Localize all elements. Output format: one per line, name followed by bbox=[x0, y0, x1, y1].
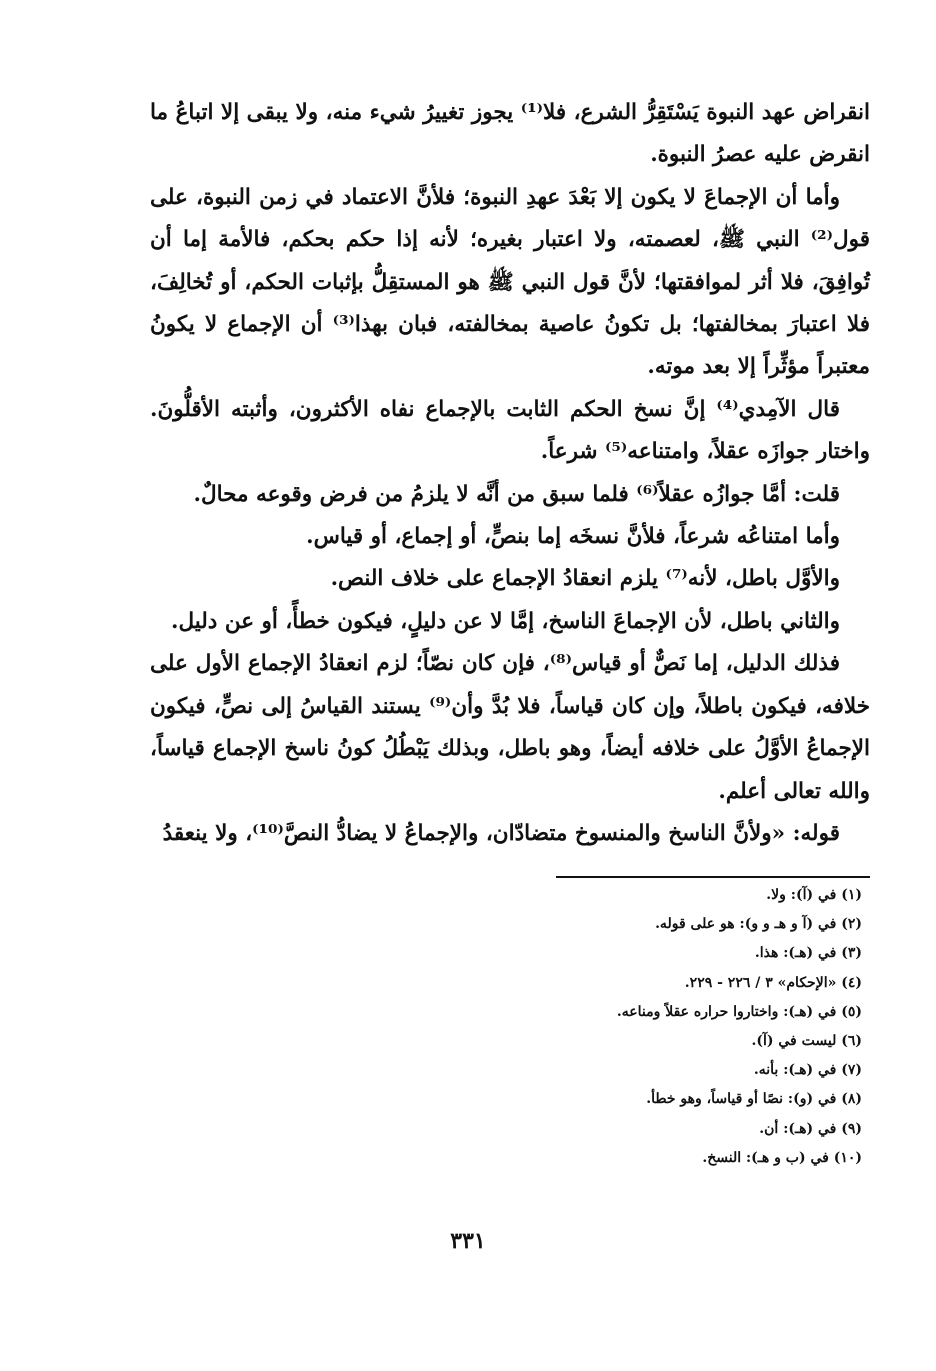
footnote-3: (٣) في (هـ): هذا. bbox=[754, 945, 862, 962]
paragraph-7: والثاني باطل، لأن الإجماعَ الناسخ، إمَّا لا عن دليلٍ، فيكون خطأً، أو عن دليل. bbox=[170, 608, 840, 634]
paragraph-4: قلت: أمَّا جوازُه عقلاً⁽⁶⁾ فلما سبق من أنَّه لا يلزمُ من فرض وقوعه محالٌ. bbox=[193, 481, 840, 507]
paragraph-9: قوله: «ولأنَّ الناسخ والمنسوخ متضادّان، والإجماعُ لا يضادُّ النصَّ⁽¹⁰⁾، ولا ينعقدُ bbox=[162, 820, 840, 846]
paragraph-8: فذلك الدليل، إما نَصٌّ أو قياس⁽⁸⁾، فإن كان نصّاً؛ لزم انعقادُ الإجماع الأول على خلافه، فيكون باطلاً، وإن كان قياساً، فلا بُدَّ وأن⁽⁹⁾ يستند القياسُ إلى نصٍّ، فيكون الإجماعُ الأوَّلُ على خلافه أيضاً، وهو باطل، وبذلك يَبْطُلُ كونُ ناسخ الإجماع قياساً، والله تعالى أعلم. bbox=[150, 651, 870, 804]
footnote-9: (٩) في (هـ): أن. bbox=[759, 1120, 862, 1137]
footnote-8: (٨) في (و): نصًا أو قياساً، وهو خطأ. bbox=[646, 1091, 862, 1108]
paragraph-1: انقراض عهد النبوة يَسْتَقِرُّ الشرع، فلا⁽¹⁾ يجوز تغييرُ شيء منه، ولا يبقى إلا اتباعُ ما انقرض عليه عصرُ النبوة. bbox=[150, 100, 871, 168]
paragraph-2: وأما أن الإجماعَ لا يكون إلا بَعْدَ عهدِ النبوة؛ فلأنَّ الاعتماد في زمن النبوة، على قول⁽²⁾ النبي ﷺ، لعصمته، ولا اعتبار بغيره؛ لأنه إذا حكم بحكم، فالأمة إما أن تُوافِقَ، فلا أثر لموافقتها؛ لأنَّ قول النبي ﷺ هو المستقِلُّ بإثبات الحكم، أو تُخالِفَ، فلا اعتبارَ بمخالفتها؛ بل تكونُ عاصية بمخالفته، فبان بهذا⁽³⁾ أن الإجماع لا يكونُ معتبراً مؤثِّراً إلا بعد موته. bbox=[150, 184, 870, 380]
page-number: ٣٣١ bbox=[450, 1228, 486, 1254]
paragraph-6: والأوَّل باطل، لأنه⁽⁷⁾ يلزم انعقادُ الإجماع على خلاف النص. bbox=[330, 566, 840, 592]
footnote-10: (١٠) في (ب و هـ): النسخ. bbox=[702, 1149, 862, 1166]
main-text bbox=[150, 92, 870, 855]
paragraph-3: قال الآمِدي⁽⁴⁾ إنَّ نسخ الحكم الثابت بالإجماع نفاه الأكثرون، وأثبته الأقلُّونَ. واختار جوازَه عقلاً، وامتناعه⁽⁵⁾ شرعاً. bbox=[150, 396, 870, 465]
footnote-5: (٥) في (هـ): واختاروا حراره عقلاً ومناعه. bbox=[616, 1003, 862, 1020]
footnote-4: (٤) «الإحكام» ٣ / ٢٢٦ - ٢٢٩. bbox=[684, 974, 862, 991]
paragraph-5: وأما امتناعُه شرعاً، فلأنَّ نسخَه إما بنصٍّ، أو إجماع، أو قياس. bbox=[306, 524, 840, 550]
footnote-2: (٢) في (آ و هـ و و): هو على قوله. bbox=[655, 916, 862, 933]
footnote-7: (٧) في (هـ): بأنه. bbox=[753, 1062, 862, 1079]
footnote-divider bbox=[556, 876, 870, 878]
footnotes bbox=[420, 881, 862, 1173]
footnote-1: (١) في (آ): ولا. bbox=[766, 887, 862, 903]
footnote-6: (٦) ليست في (آ). bbox=[751, 1033, 862, 1050]
